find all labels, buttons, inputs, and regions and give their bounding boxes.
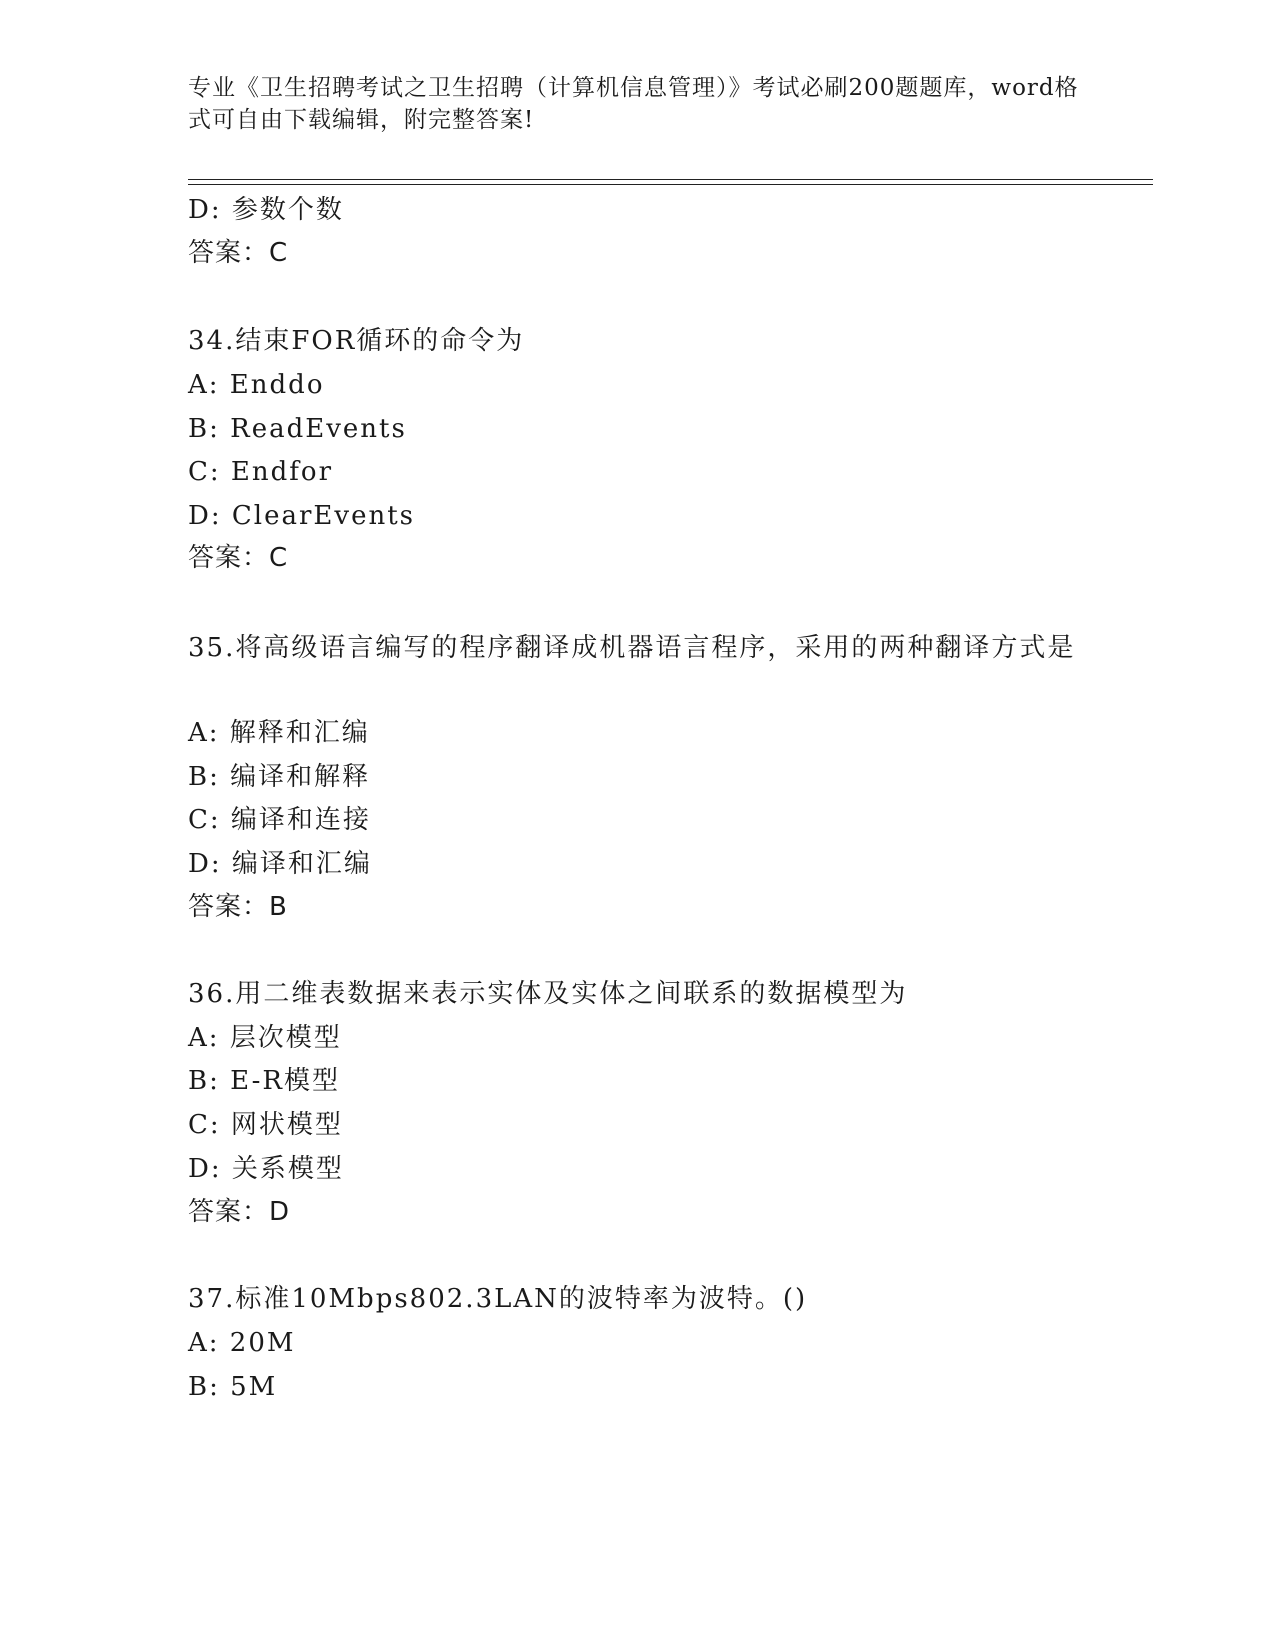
q35-option-b: B: 编译和解释	[188, 762, 371, 792]
q37-option-b: B: 5M	[188, 1372, 278, 1402]
q34-option-d: D: ClearEvents	[188, 501, 415, 531]
q36-option-b: B: E-R模型	[188, 1066, 340, 1096]
q35-stem: 35.将高级语言编写的程序翻译成机器语言程序，采用的两种翻译方式是	[188, 633, 1076, 663]
q37-option-a: A: 20M	[188, 1328, 296, 1358]
q34-option-c: C: Endfor	[188, 457, 333, 487]
header-rule-bottom	[188, 184, 1153, 185]
q37-stem: 37.标准10Mbps802.3LAN的波特率为波特。()	[188, 1284, 808, 1314]
q34-option-a: A: Enddo	[188, 370, 325, 400]
prev-answer: 答案：C	[188, 238, 289, 268]
q34-stem: 34.结束FOR循环的命令为	[188, 326, 525, 356]
q35-option-a: A: 解释和汇编	[188, 718, 370, 748]
q36-answer: 答案：D	[188, 1197, 291, 1227]
document-header: 专业《卫生招聘考试之卫生招聘（计算机信息管理）》考试必刷200题题库，word格式可自由下载编辑，附完整答案!	[188, 75, 1079, 133]
q35-option-c: C: 编译和连接	[188, 805, 371, 835]
prev-option-d: D: 参数个数	[188, 195, 344, 225]
q35-option-d: D: 编译和汇编	[188, 849, 372, 879]
q34-answer: 答案：C	[188, 543, 289, 573]
q36-option-d: D: 关系模型	[188, 1154, 344, 1184]
header-rule-top	[188, 179, 1153, 180]
q36-stem: 36.用二维表数据来表示实体及实体之间联系的数据模型为	[188, 979, 908, 1009]
q36-option-c: C: 网状模型	[188, 1110, 343, 1140]
q36-option-a: A: 层次模型	[188, 1023, 342, 1053]
q34-option-b: B: ReadEvents	[188, 414, 407, 444]
q35-answer: 答案：B	[188, 892, 288, 922]
